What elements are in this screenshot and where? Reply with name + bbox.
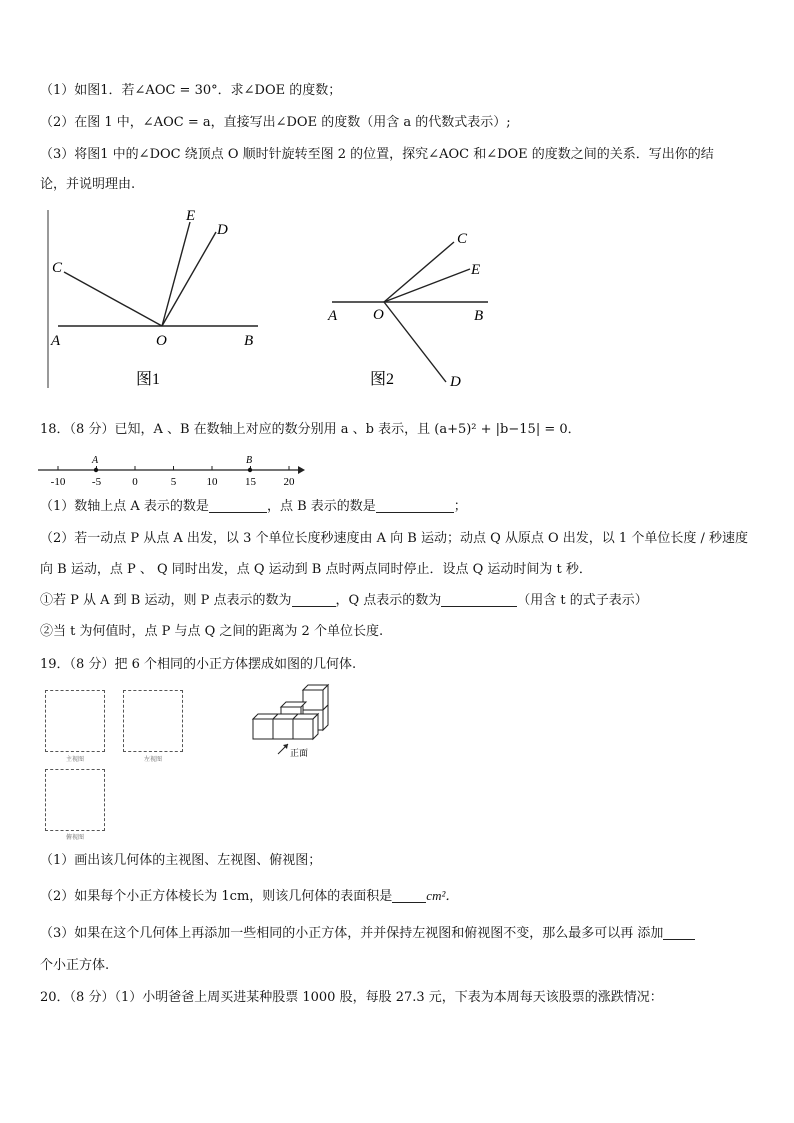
- fig2-label-c: C: [457, 231, 468, 247]
- q19-part3-text: （3）如果在这个几何体上再添加一些相同的小正方体，并并保持左视图和俯视图不变，那么最多可以再 添加: [40, 926, 664, 941]
- fig2-label-e: E: [471, 262, 481, 278]
- blank-q-expression[interactable]: [441, 592, 517, 607]
- q19-part3-line1: [40, 925, 695, 943]
- fig2-label-a: A: [328, 308, 338, 324]
- q18-part2-line2: 向 B 运动，点 P 、 Q 同时出发，点 Q 运动到 B 点时两点同时停止．设点 Q 运动时间为 t 秒．: [40, 562, 592, 577]
- fig2-label-d: D: [450, 374, 461, 390]
- q19-part1: （1）画出该几何体的主视图、左视图、俯视图；: [40, 853, 322, 868]
- q17-part2: （2）在图 1 中，∠AOC = a，直接写出∠DOE 的度数（用含 a 的代数式表示）;: [40, 115, 511, 130]
- fig2-caption: 图2: [370, 371, 395, 388]
- q18-part1-text-b: ，点 B 表示的数是: [266, 499, 376, 514]
- q19-part2-text-a: （2）如果每个小正方体棱长为 1cm，则该几何体的表面积是: [40, 889, 393, 904]
- number-line-tick-label: 0: [132, 476, 138, 488]
- number-line-tick-label: 15: [245, 476, 256, 488]
- left-view-box[interactable]: [123, 690, 183, 752]
- front-direction-label: 正面: [290, 748, 309, 758]
- fig1-label-b: B: [244, 333, 254, 349]
- point-b-dot: [248, 468, 252, 472]
- q18-part1: [40, 498, 467, 516]
- fig1-label-d: D: [217, 222, 228, 238]
- q19-part2-unit: cm²．: [426, 888, 459, 903]
- fig1-label-e: E: [186, 208, 196, 224]
- top-view-label: 俯视图: [66, 834, 85, 841]
- q17-part1: （1）如图1．若∠AOC = 30°．求∠DOE 的度数；: [40, 83, 342, 98]
- fig1-label-o: O: [156, 333, 167, 349]
- fig2-label-o: O: [373, 307, 384, 323]
- blank-p-expression[interactable]: [292, 592, 336, 607]
- fig2-label-b: B: [474, 308, 484, 324]
- q18-header: 18．（8 分）已知，A 、B 在数轴上对应的数分别用 a 、b 表示，且 (a+5)² + |b−15| = 0．: [40, 422, 581, 437]
- number-line-tick-label: -10: [50, 476, 66, 488]
- q18-case1: [40, 592, 648, 610]
- number-line-tick-label: 20: [283, 476, 295, 488]
- q18-part1-text-a: （1）数轴上点 A 表示的数是: [40, 499, 209, 514]
- blank-max-cubes[interactable]: [663, 925, 695, 940]
- point-b-label: B: [246, 455, 253, 466]
- blank-point-a[interactable]: [209, 498, 267, 513]
- q18-case1-text-a: ①若 P 从 A 到 B 运动，则 P 点表示的数为: [40, 593, 292, 608]
- q18-part1-text-c: ；: [453, 499, 467, 514]
- fig1-label-c: C: [52, 260, 63, 276]
- figure-2: [322, 222, 502, 394]
- cube-solid: [248, 682, 338, 762]
- q17-part3-line2: 论，并说明理由.: [40, 177, 136, 192]
- number-line-tick-label: 5: [170, 476, 177, 488]
- point-a-label: A: [92, 455, 99, 466]
- q18-case1-text-b: ，Q 点表示的数为: [335, 593, 442, 608]
- number-line: [36, 452, 306, 490]
- number-line-tick-label: -5: [91, 476, 102, 488]
- front-view-label: 主视图: [66, 756, 85, 763]
- fig1-label-a: A: [51, 333, 61, 349]
- fig1-caption: 图1: [136, 371, 161, 388]
- q19-part2: [40, 887, 458, 906]
- q17-part3-line1: （3）将图1 中的∠DOC 绕顶点 O 顺时针旋转至图 2 的位置，探究∠AOC 和∠DOE 的度数之间的关系．写出你的结: [40, 147, 714, 162]
- figure-1: [40, 200, 280, 395]
- top-view-box[interactable]: [45, 769, 105, 831]
- q18-case2: ②当 t 为何值时，点 P 与点 Q 之间的距离为 2 个单位长度.: [40, 624, 384, 639]
- front-view-box[interactable]: [45, 690, 105, 752]
- q20-header: 20．（8 分）（1）小明爸爸上周买进某种股票 1000 股，每股 27.3 元，下表为本周每天该股票的涨跌情况：: [40, 990, 663, 1005]
- point-a-dot: [94, 468, 98, 472]
- q19-part3-line2: 个小正方体.: [40, 958, 110, 973]
- q19-header: 19．（8 分）把 6 个相同的小正方体摆成如图的几何体.: [40, 657, 357, 672]
- q18-case1-text-c: （用含 t 的式子表示）: [517, 593, 648, 608]
- blank-surface-area[interactable]: [392, 888, 426, 903]
- number-line-tick-label: 10: [206, 476, 218, 488]
- q18-part2-line1: （2）若一动点 P 从点 A 出发，以 3 个单位长度秒速度由 A 向 B 运动；动点 Q 从原点 O 出发，以 1 个单位长度 / 秒速度: [40, 531, 748, 546]
- blank-point-b[interactable]: [376, 498, 454, 513]
- left-view-label: 左视图: [144, 756, 163, 763]
